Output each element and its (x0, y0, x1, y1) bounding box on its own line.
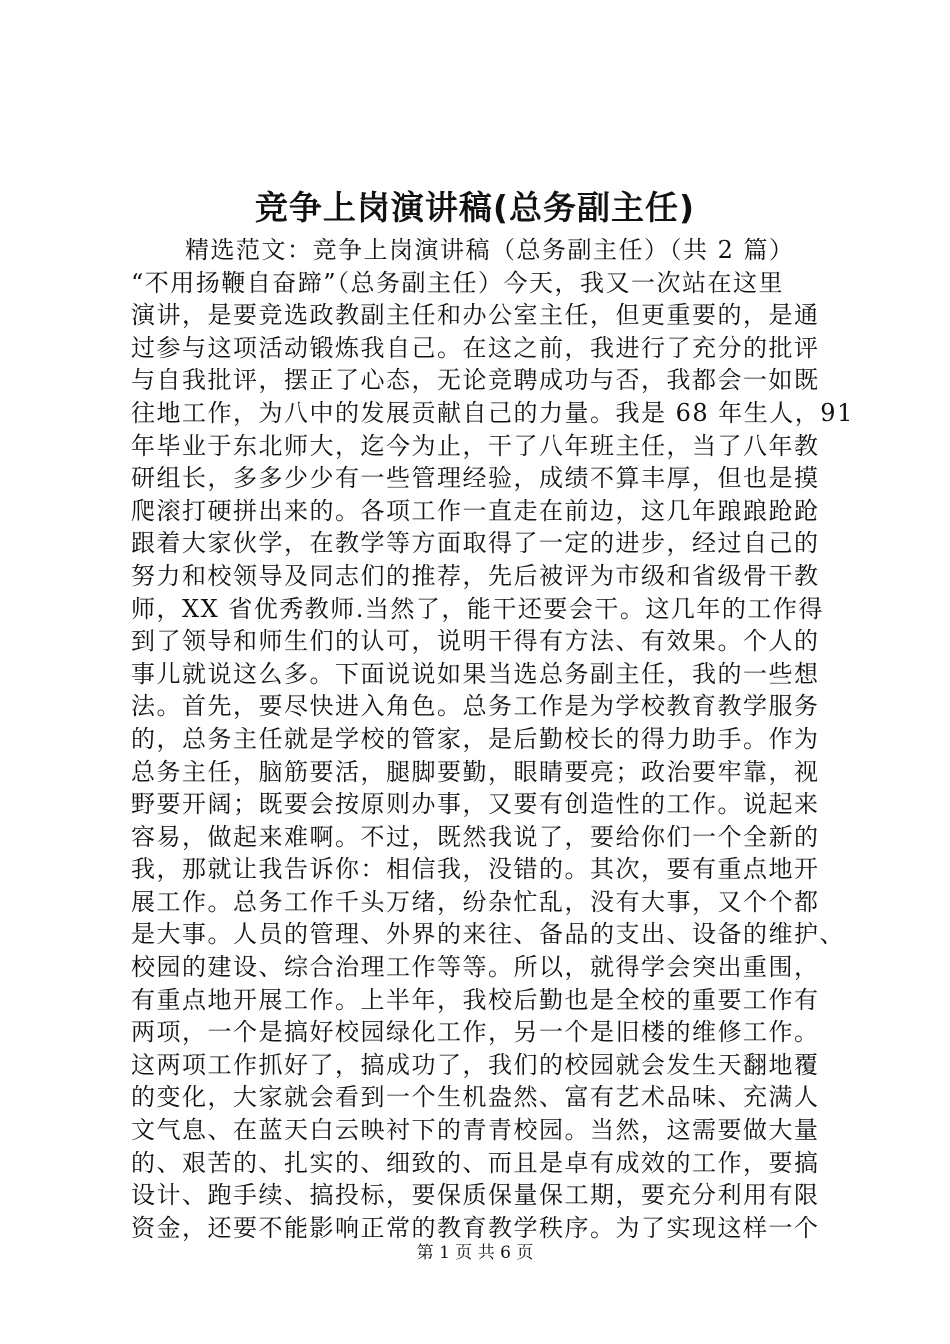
text-line: 有重点地开展工作。上半年，我校后勤也是全校的重要工作有 (131, 985, 820, 1014)
text-line: 精选范文：竞争上岗演讲稿（总务副主任）（共 2 篇） (185, 236, 795, 264)
text-line: 事儿就说这么多。下面说说如果当选总务副主任，我的一些想 (131, 659, 820, 688)
page-title: 竞争上岗演讲稿(总务副主任) (254, 188, 696, 227)
text-line: 校园的建设、综合治理工作等等。所以，就得学会突出重围， (131, 953, 820, 982)
text-line: 与自我批评，摆正了心态，无论竞聘成功与否，我都会一如既 (131, 366, 820, 395)
text-line: 演讲，是要竞选政教副主任和办公室主任，但更重要的，是通 (131, 301, 820, 330)
text-line: 的，总务主任就是学校的管家，是后勤校长的得力助手。作为 (131, 724, 820, 753)
text-line: 两项，一个是搞好校园绿化工作，另一个是旧楼的维修工作。 (131, 1018, 820, 1047)
text-line: 野要开阔；既要会按原则办事，又要有创造性的工作。说起来 (131, 790, 820, 819)
text-line: 努力和校领导及同志们的推荐，先后被评为市级和省级骨干教 (131, 561, 820, 590)
text-line: 法。首先，要尽快进入角色。总务工作是为学校教育教学服务 (131, 692, 820, 721)
text-line: 师，XX 省优秀教师.当然了，能干还要会干。这几年的工作得 (131, 594, 824, 623)
text-line: 的变化，大家就会看到一个生机盎然、富有艺术品味、充满人 (131, 1083, 820, 1112)
text-line: 到了领导和师生们的认可，说明干得有方法、有效果。个人的 (131, 627, 820, 656)
text-line: 这两项工作抓好了，搞成功了，我们的校园就会发生天翻地覆 (131, 1050, 820, 1079)
text-line: 文气息、在蓝天白云映衬下的青青校园。当然，这需要做大量 (131, 1116, 820, 1145)
text-line: 我，那就让我告诉你：相信我，没错的。其次，要有重点地开 (131, 855, 820, 884)
text-line: 是大事。人员的管理、外界的来往、备品的支出、设备的维护、 (131, 920, 845, 949)
text-line: 爬滚打硬拼出来的。各项工作一直走在前边，这几年踉踉跄跄 (131, 496, 820, 525)
text-line: “不用扬鞭自奋蹄”（总务副主任）今天，我又一次站在这里 (131, 268, 785, 297)
text-line: 跟着大家伙学，在教学等方面取得了一定的进步，经过自己的 (131, 529, 820, 558)
page-number-footer: 第 1 页 共 6 页 (416, 1243, 534, 1263)
text-line: 资金，还要不能影响正常的教育教学秩序。为了实现这样一个 (131, 1213, 820, 1242)
text-line: 总务主任，脑筋要活，腿脚要勤，眼睛要亮；政治要牢靠，视 (131, 757, 820, 786)
text-line: 研组长，多多少少有一些管理经验，成绩不算丰厚，但也是摸 (131, 464, 820, 493)
body-text (131, 234, 854, 1244)
text-line: 年毕业于东北师大，迄今为止，干了八年班主任，当了八年教 (131, 431, 820, 460)
text-line: 的、艰苦的、扎实的、细致的、而且是卓有成效的工作，要搞 (131, 1148, 820, 1177)
text-line: 展工作。总务工作千头万绪，纷杂忙乱，没有大事，又个个都 (131, 887, 820, 916)
text-line: 过参与这项活动锻炼我自己。在这之前，我进行了充分的批评 (131, 333, 820, 362)
text-line: 设计、跑手续、搞投标，要保质保量保工期，要充分利用有限 (131, 1181, 820, 1210)
text-line: 往地工作，为八中的发展贡献自己的力量。我是 68 年生人，91 (131, 398, 854, 427)
text-line: 容易，做起来难啊。不过，既然我说了，要给你们一个全新的 (131, 822, 820, 851)
